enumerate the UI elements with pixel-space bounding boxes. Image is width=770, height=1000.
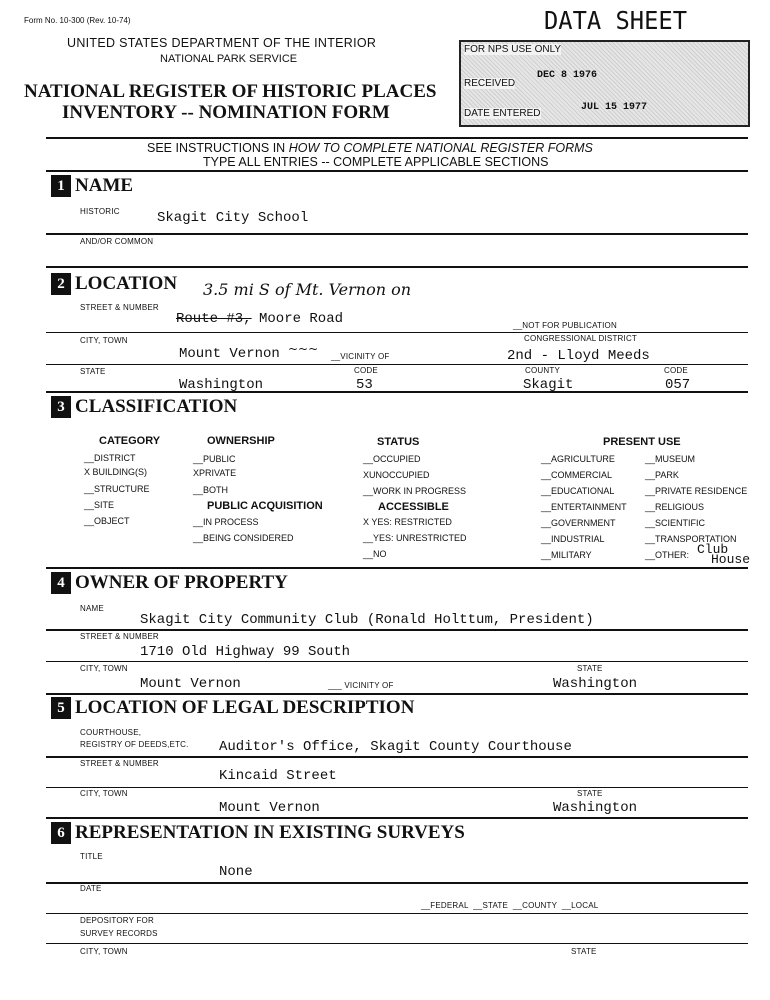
survey-title-label: TITLE [80, 852, 103, 861]
present-use-option: __GOVERNMENT [541, 518, 616, 528]
nps-box-label: FOR NPS USE ONLY [464, 44, 562, 55]
data-sheet-label: DATA SHEET [544, 6, 687, 35]
section-number: 1 [51, 175, 71, 197]
divider [46, 882, 748, 884]
vicinity-of-label: __VICINITY OF [331, 352, 390, 361]
county-code-label: CODE [664, 366, 688, 375]
street-struck-value: Route #3, [176, 311, 252, 327]
department-name: UNITED STATES DEPARTMENT OF THE INTERIOR [67, 36, 377, 50]
divider [46, 266, 748, 268]
present-use-option: __MUSEUM [645, 454, 696, 464]
vicinity-text: VICINITY OF [344, 681, 394, 690]
section-number: 4 [51, 572, 71, 594]
divider [46, 364, 748, 365]
owner-street-value: 1710 Old Highway 99 South [140, 644, 351, 660]
present-use-option: __PARK [645, 470, 679, 480]
county-value: Skagit [523, 377, 574, 391]
accessible-option: __YES: UNRESTRICTED [363, 533, 467, 543]
owner-name-label: NAME [80, 604, 104, 613]
category-option: X BUILDING(S) [84, 467, 148, 477]
survey-state-label: STATE [571, 947, 597, 956]
congressional-district-label: CONGRESSIONAL DISTRICT [524, 334, 638, 343]
section-1-header [51, 175, 133, 197]
ownership-option: __BOTH [193, 485, 229, 495]
date-entered-stamp: JUL 15 1977 [581, 102, 648, 113]
section-title: LOCATION OF LEGAL DESCRIPTION [75, 697, 415, 718]
other-use-value-2: House [711, 552, 751, 567]
owner-city-value: Mount Vernon [140, 676, 241, 692]
legal-state-value: Washington [553, 800, 638, 816]
present-use-option: __OTHER: [645, 550, 690, 560]
present-use-option: __ENTERTAINMENT [541, 502, 627, 512]
present-use-header: PRESENT USE [603, 436, 681, 448]
section-number: 5 [51, 697, 71, 719]
state-label: STATE [80, 367, 106, 376]
divider [46, 787, 748, 788]
form-title-1: NATIONAL REGISTER OF HISTORIC PLACES [24, 81, 437, 102]
status-header: STATUS [377, 436, 420, 448]
section-number: 6 [51, 822, 71, 844]
legal-state-label: STATE [577, 789, 603, 798]
present-use-option: __COMMERCIAL [541, 470, 613, 480]
divider [46, 913, 748, 914]
legal-street-value: Kincaid Street [219, 768, 337, 784]
survey-title-value: None [219, 864, 253, 880]
present-use-option: __PRIVATE RESIDENCE [645, 486, 748, 496]
divider [46, 817, 748, 819]
public-acquisition-header: PUBLIC ACQUISITION [207, 500, 323, 512]
depository-label-1: DEPOSITORY FOR [80, 916, 154, 925]
present-use-option: __AGRICULTURE [541, 454, 615, 464]
historic-name-value: Skagit City School [157, 210, 309, 226]
section-4-header [51, 572, 288, 594]
divider [46, 170, 748, 172]
owner-state-value: Washington [553, 676, 638, 692]
not-for-publication-label: __NOT FOR PUBLICATION [513, 321, 617, 330]
owner-name-value: Skagit City Community Club (Ronald Holttum, President) [140, 612, 594, 628]
common-name-label: AND/OR COMMON [80, 237, 154, 246]
street-value: Moore Road [259, 311, 344, 327]
category-option: __SITE [84, 500, 115, 510]
accessible-option: X YES: RESTRICTED [363, 517, 452, 527]
present-use-option: __INDUSTRIAL [541, 534, 605, 544]
acquisition-option: __IN PROCESS [193, 517, 259, 527]
divider [46, 661, 748, 662]
legal-street-label: STREET & NUMBER [80, 759, 159, 768]
divider [46, 233, 748, 235]
code-label: CODE [354, 366, 378, 375]
present-use-option: __EDUCATIONAL [541, 486, 615, 496]
owner-street-label: STREET & NUMBER [80, 632, 159, 641]
divider [46, 629, 748, 631]
form-title-2: INVENTORY -- NOMINATION FORM [62, 102, 390, 123]
street-number-label: STREET & NUMBER [80, 303, 159, 312]
divider [46, 137, 748, 139]
owner-city-label: CITY, TOWN [80, 664, 128, 673]
section-3-header [51, 396, 237, 418]
accessible-header: ACCESSIBLE [378, 501, 449, 513]
ownership-header: OWNERSHIP [207, 435, 275, 447]
date-entered-label: DATE ENTERED [464, 108, 541, 119]
congressional-district-value: 2nd - Lloyd Meeds [507, 348, 650, 364]
status-option: XUNOCCUPIED [363, 470, 430, 480]
present-use-option: __MILITARY [541, 550, 592, 560]
state-code-value: 53 [356, 377, 373, 391]
state-value: Washington [179, 377, 264, 391]
nps-use-box [459, 40, 750, 127]
form-number: Form No. 10-300 (Rev. 10-74) [24, 16, 131, 25]
section-6-header [51, 822, 465, 844]
present-use-option: __RELIGIOUS [645, 502, 705, 512]
divider [46, 693, 748, 695]
category-header: CATEGORY [99, 435, 161, 447]
section-title: CLASSIFICATION [75, 396, 238, 417]
accessible-option: __NO [363, 549, 387, 559]
other-use-value-1: Club [697, 542, 729, 557]
ownership-option: __PUBLIC [193, 454, 236, 464]
section-5-header [51, 697, 414, 719]
courthouse-value: Auditor's Office, Skagit County Courthouse [219, 739, 572, 755]
owner-state-label: STATE [577, 664, 603, 673]
owner-vicinity-label: ___ VICINITY OF [328, 681, 394, 690]
section-title: LOCATION [75, 273, 178, 294]
category-option: __DISTRICT [84, 453, 136, 463]
status-option: __OCCUPIED [363, 454, 421, 464]
legal-city-value: Mount Vernon [219, 800, 320, 816]
handwritten-scribble: ~~~ [288, 342, 319, 356]
section-2-header [51, 273, 177, 295]
legal-city-label: CITY, TOWN [80, 789, 128, 798]
divider [46, 756, 748, 758]
service-name: NATIONAL PARK SERVICE [160, 53, 298, 65]
divider [46, 391, 748, 393]
survey-levels: __FEDERAL __STATE __COUNTY __LOCAL [421, 901, 599, 910]
city-town-label: CITY, TOWN [80, 336, 128, 345]
acquisition-option: __BEING CONSIDERED [193, 533, 294, 543]
section-title: OWNER OF PROPERTY [75, 572, 288, 593]
handwritten-location-note: 3.5 mi S of Mt. Vernon on [203, 280, 412, 299]
section-number: 2 [51, 273, 71, 295]
section-title: NAME [75, 175, 134, 196]
survey-city-label: CITY, TOWN [80, 947, 128, 956]
instructions-line2: TYPE ALL ENTRIES -- COMPLETE APPLICABLE SECTIONS [203, 155, 549, 169]
ownership-option: XPRIVATE [193, 468, 237, 478]
county-label: COUNTY [525, 366, 560, 375]
instructions-line1: SEE INSTRUCTIONS IN HOW TO COMPLETE NATIONAL REGISTER FORMS [147, 141, 593, 155]
historic-label: HISTORIC [80, 207, 120, 216]
present-use-option: __SCIENTIFIC [645, 518, 706, 528]
divider [46, 567, 748, 569]
status-option: __WORK IN PROGRESS [363, 486, 467, 496]
divider [46, 943, 748, 944]
courthouse-label-1: COURTHOUSE, [80, 728, 142, 737]
received-label: RECEIVED [464, 78, 516, 89]
section-number: 3 [51, 396, 71, 418]
city-value: Mount Vernon [179, 346, 280, 362]
depository-label-2: SURVEY RECORDS [80, 929, 158, 938]
present-use-option: __TRANSPORTATION [645, 534, 737, 544]
received-stamp: DEC 8 1976 [537, 70, 598, 81]
category-option: __STRUCTURE [84, 484, 150, 494]
divider [46, 332, 748, 333]
category-option: __OBJECT [84, 516, 130, 526]
section-title: REPRESENTATION IN EXISTING SURVEYS [75, 822, 465, 843]
survey-date-label: DATE [80, 884, 102, 893]
courthouse-label-2: REGISTRY OF DEEDS,ETC. [80, 740, 189, 749]
county-code-value: 057 [665, 377, 691, 391]
